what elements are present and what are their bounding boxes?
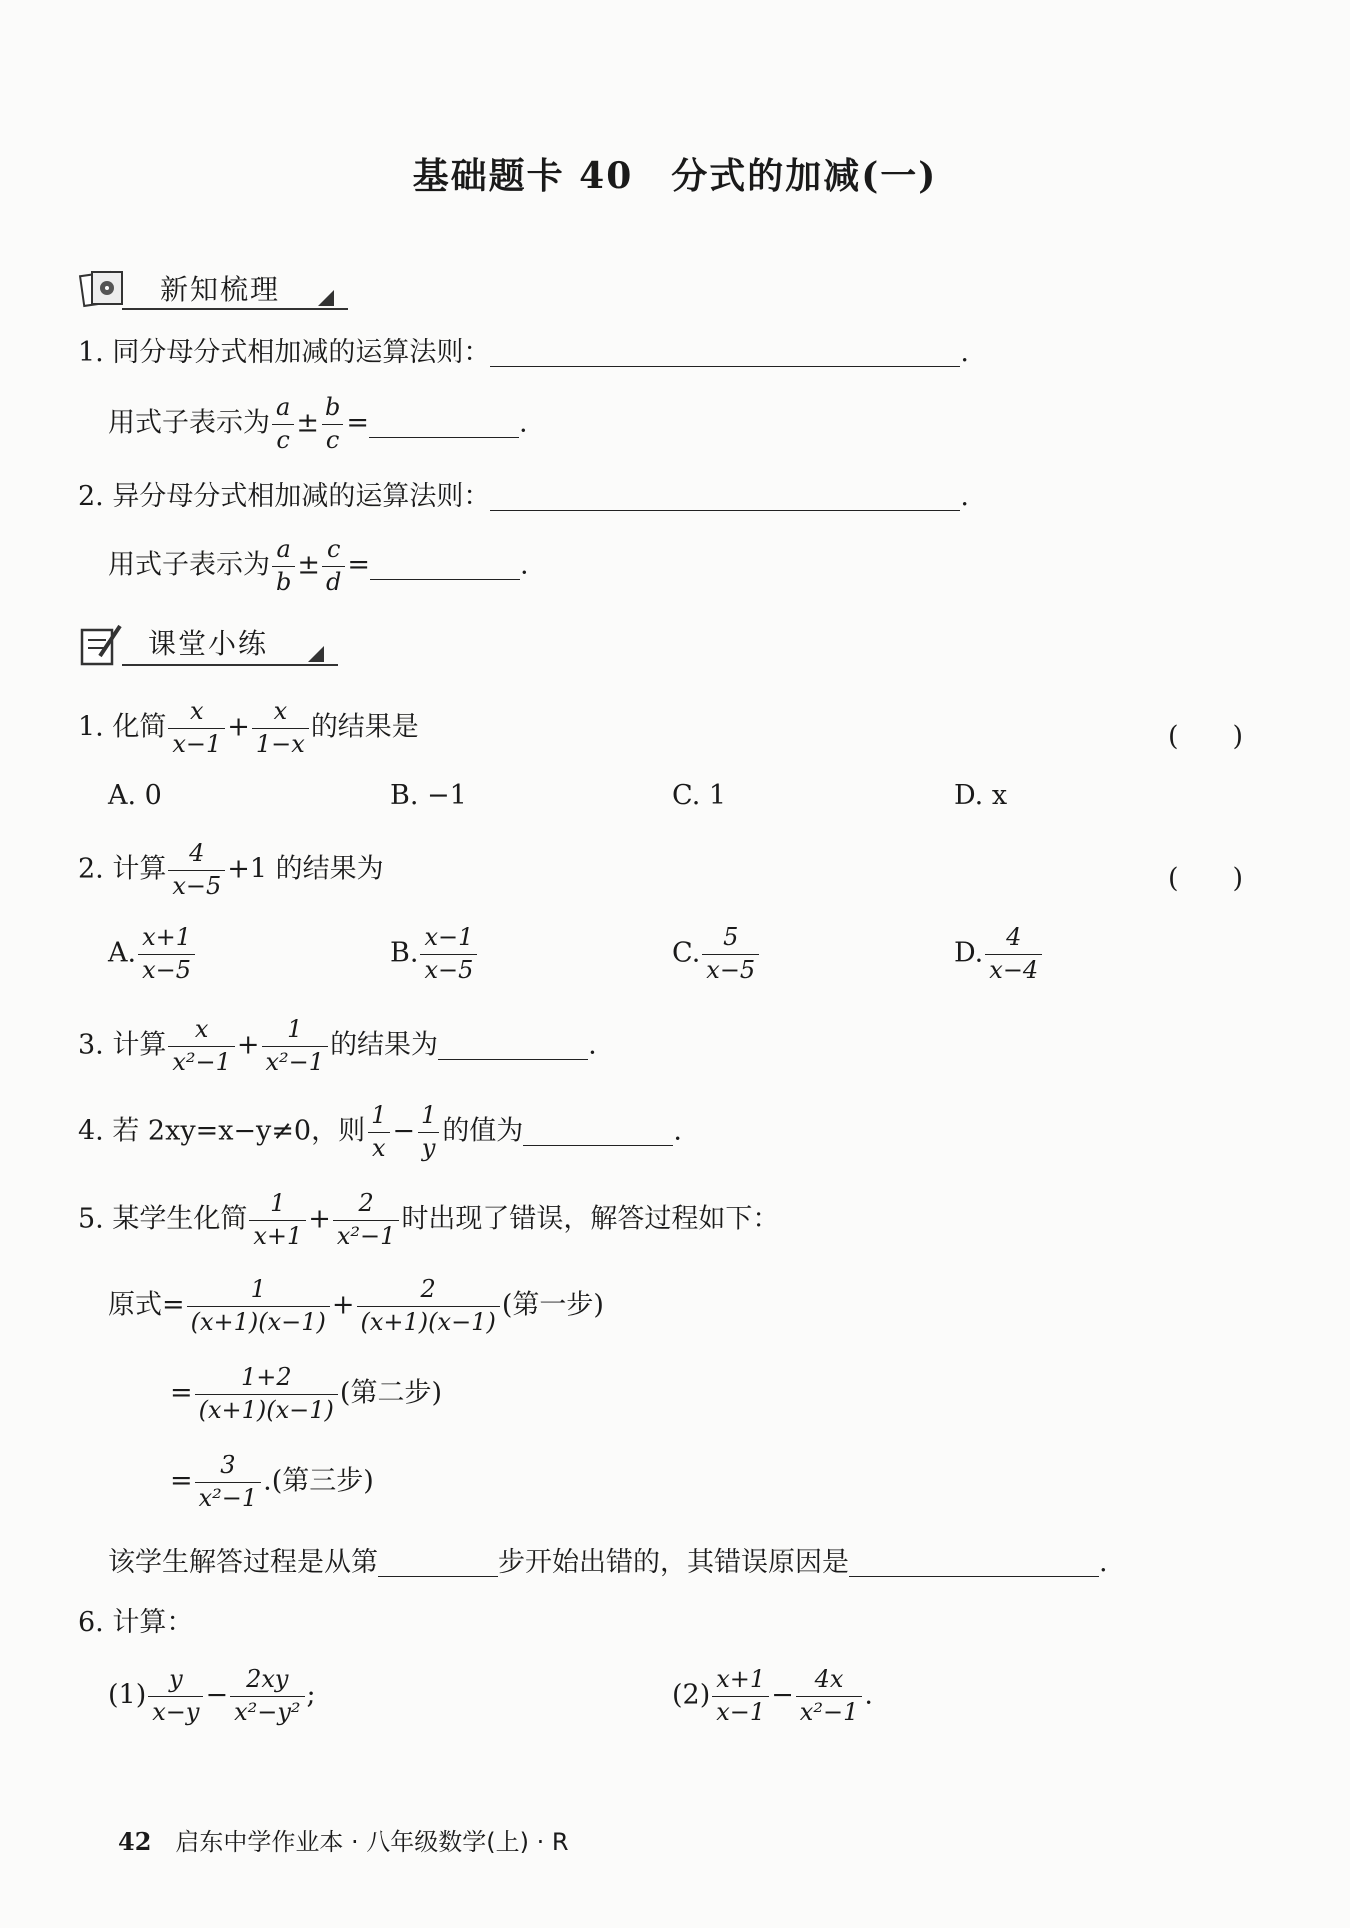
fraction	[272, 394, 294, 454]
fraction	[417, 1102, 440, 1162]
numerator: 1+2	[240, 1363, 292, 1391]
numerator: y	[169, 1665, 183, 1693]
denominator: x−5	[138, 954, 195, 985]
denominator: x−1	[168, 728, 225, 759]
numerator: x+1	[716, 1665, 766, 1693]
fraction	[333, 1190, 400, 1250]
numerator: 3	[220, 1451, 236, 1479]
answer-blank[interactable]	[490, 338, 960, 367]
denominator: d	[322, 566, 345, 597]
section-header-practice	[78, 618, 338, 670]
sub-question-2: (2) $\frac{x+1}{x-1}$ − $\frac{4x}{\text{x²−1}}$ .	[672, 1665, 873, 1726]
numerator: 4	[189, 839, 205, 867]
fraction	[985, 924, 1042, 984]
fraction	[138, 924, 195, 984]
numerator: 4	[1006, 923, 1022, 951]
fraction	[322, 536, 345, 596]
answer-blank[interactable]	[369, 409, 519, 438]
plus-minus: ±	[296, 407, 319, 439]
fraction	[249, 1190, 306, 1250]
numerator: 5	[723, 923, 739, 951]
numerator: 2	[358, 1189, 374, 1217]
question-prefix: 2. 计算	[78, 853, 167, 885]
denominator: x−5	[702, 954, 759, 985]
notepad-pen-icon	[78, 620, 126, 668]
fraction	[702, 924, 759, 984]
option-a[interactable]: A. 0	[108, 780, 162, 811]
answer-paren[interactable]: ( )	[1168, 863, 1244, 894]
book-title: 启东中学作业本 · 八年级数学(上) · R	[175, 1828, 569, 1856]
numerator: x	[194, 1015, 209, 1043]
option-b[interactable]: B. $\frac{x-1}{x-5}$	[390, 924, 479, 984]
solution-step-3: = $\frac{3}{\text{x²−1}}$ .(第三步)	[170, 1451, 374, 1512]
numerator: 1	[250, 1275, 266, 1303]
triangle-marker-icon	[308, 646, 324, 662]
numerator: 1	[421, 1101, 437, 1129]
numerator: a	[276, 393, 291, 421]
triangle-marker-icon	[318, 290, 334, 306]
rule-question-1	[78, 330, 969, 369]
numerator: b	[324, 393, 341, 421]
fraction	[272, 536, 295, 596]
question-text: 1. 同分母分式相加减的运算法则：	[78, 337, 491, 368]
fraction	[367, 1102, 390, 1162]
fraction	[262, 1016, 329, 1076]
option-a[interactable]: A. $\frac{x+1}{x-5}$	[108, 924, 197, 984]
denominator: 1−x	[252, 728, 309, 759]
period: .	[960, 337, 969, 368]
denominator: y	[418, 1132, 440, 1163]
solution-step-1: 原式= $\frac{1}{(x+1)(x-1)}$ + $\frac{2}{(x+1)(x-1)}$ (第一步)	[108, 1275, 604, 1336]
denominator: x−5	[168, 870, 225, 901]
rule-formula-1	[108, 394, 528, 454]
denominator: b	[272, 566, 295, 597]
rule-question-2	[78, 474, 969, 513]
denominator: x²−1	[796, 1696, 863, 1727]
denominator: c	[322, 424, 343, 455]
practice-question-1: 1. 化简 $\frac{x}{x-1}$ + $\frac{x}{1-x}$ 的结果是	[78, 697, 419, 758]
rule-formula-2	[108, 536, 529, 596]
solution-conclusion: 该学生解答过程是从第 步开始出错的，其错误原因是 .	[108, 1547, 1108, 1578]
answer-blank[interactable]	[490, 482, 960, 511]
answer-blank[interactable]	[370, 551, 520, 580]
equals: =	[346, 407, 369, 439]
denominator: x−4	[985, 954, 1042, 985]
denominator: x²−1	[262, 1046, 329, 1077]
answer-paren[interactable]: ( )	[1168, 721, 1244, 752]
denominator: (x+1)(x−1)	[195, 1394, 338, 1425]
numerator: 2	[420, 1275, 436, 1303]
numerator: x	[273, 697, 288, 725]
fraction	[712, 1666, 769, 1726]
period: .	[520, 549, 529, 581]
fraction	[321, 394, 344, 454]
period: .	[518, 407, 528, 439]
denominator: c	[272, 424, 293, 455]
plus-minus: ±	[297, 549, 320, 581]
sub-question-1: (1) $\frac{y}{x-y}$ − $\frac{2xy}{\text{x²−y²}}$ ;	[108, 1665, 316, 1726]
question-text: 2. 异分母分式相加减的运算法则：	[78, 481, 491, 512]
fraction	[420, 924, 477, 984]
option-c[interactable]: C. $\frac{5}{x-5}$	[672, 924, 761, 984]
fraction	[168, 698, 225, 758]
numerator: x+1	[142, 923, 192, 951]
section-underline	[122, 308, 348, 310]
denominator: x+1	[249, 1220, 306, 1251]
practice-question-5: 5. 某学生化简 $\frac{1}{x+1}$ + $\frac{2}{\text{x²−1}}$ 时出现了错误，解答过程如下：	[78, 1189, 780, 1250]
question-suffix: 的结果是	[310, 711, 419, 743]
question-prefix: 1. 化简	[78, 711, 167, 743]
formula-prefix: 用式子表示为	[108, 407, 270, 439]
denominator: x−5	[420, 954, 477, 985]
fraction	[195, 1452, 262, 1512]
book-disc-icon	[78, 268, 128, 310]
practice-question-3: 3. 计算 $\frac{x}{\text{x²−1}}$ + $\frac{1}{\text{x²−1}}$ 的结果为 .	[78, 1015, 597, 1076]
numerator: 1	[371, 1101, 387, 1129]
numerator: x−1	[424, 923, 474, 951]
page-number: 42	[118, 1827, 152, 1856]
denominator: x²−1	[195, 1482, 262, 1513]
page-title: 基础题卡 40 分式的加减(一)	[412, 155, 938, 197]
denominator: x−y	[148, 1696, 203, 1727]
practice-question-6: 6. 计算：	[78, 1607, 194, 1638]
practice-question-4: 4. 若 2xy=x−y≠0，则 $\frac{1}{x}$ − $\frac{1}{y}$ 的值为 .	[78, 1101, 682, 1162]
denominator: x²−y²	[230, 1696, 304, 1727]
question-suffix: +1 的结果为	[227, 853, 384, 885]
denominator: (x+1)(x−1)	[187, 1306, 330, 1337]
section-label: 课堂小练	[148, 627, 269, 660]
numerator: 1	[270, 1189, 286, 1217]
fraction	[252, 698, 309, 758]
numerator: a	[276, 535, 291, 563]
fraction	[148, 1666, 203, 1726]
fraction	[796, 1666, 863, 1726]
option-d[interactable]: D. $\frac{4}{x-4}$	[954, 924, 1044, 984]
numerator: 2xy	[246, 1665, 289, 1693]
option-d[interactable]: D. x	[954, 780, 1008, 811]
period: .	[960, 481, 969, 512]
fraction	[357, 1276, 500, 1336]
equals: =	[347, 549, 370, 581]
denominator: x−1	[712, 1696, 769, 1727]
denominator: x²−1	[333, 1220, 400, 1251]
answer-blank[interactable]	[523, 1117, 673, 1146]
denominator: (x+1)(x−1)	[357, 1306, 500, 1337]
practice-question-2	[78, 840, 384, 900]
numerator: x	[190, 697, 204, 725]
page-footer	[118, 1822, 569, 1857]
formula-prefix: 用式子表示为	[108, 549, 270, 581]
section-label: 新知梳理	[160, 273, 281, 306]
fraction	[168, 1016, 235, 1076]
numerator: 1	[287, 1015, 303, 1043]
denominator: x	[368, 1132, 390, 1163]
answer-blank[interactable]	[849, 1548, 1099, 1577]
numerator: c	[326, 535, 341, 563]
numerator: 4x	[814, 1665, 844, 1693]
option-b[interactable]: B. −1	[390, 780, 467, 811]
solution-step-2: = $\frac{1+2}{(x+1)(x-1)}$ (第二步)	[170, 1363, 442, 1424]
answer-blank[interactable]	[438, 1031, 588, 1060]
fraction	[195, 1364, 338, 1424]
fraction	[187, 1276, 330, 1336]
option-c[interactable]: C. 1	[672, 780, 727, 811]
denominator: x²−1	[168, 1046, 235, 1077]
answer-blank[interactable]	[378, 1548, 498, 1577]
section-header-new-knowledge	[78, 262, 348, 314]
fraction	[168, 840, 225, 900]
section-underline	[122, 664, 338, 666]
fraction	[230, 1666, 304, 1726]
